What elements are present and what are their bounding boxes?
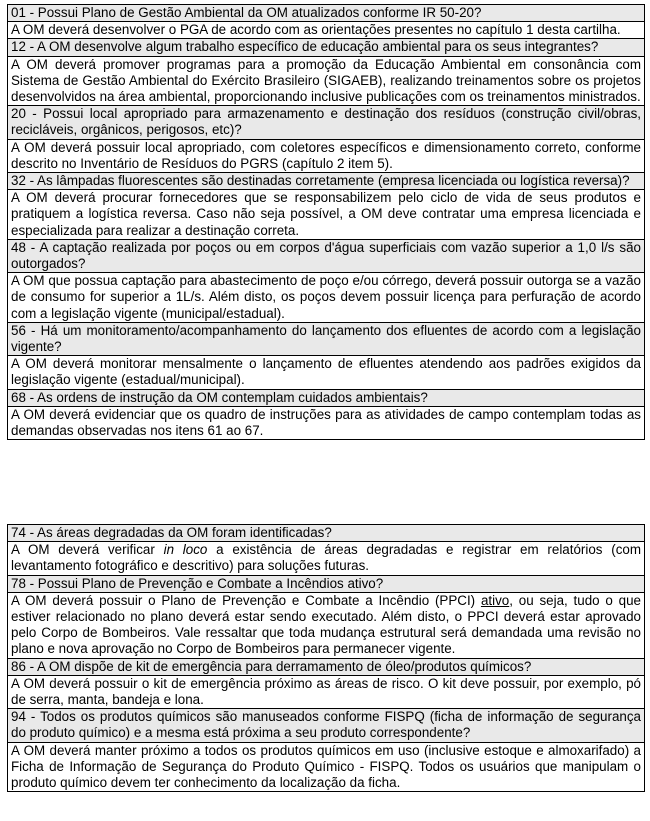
answer-32: A OM deverá procurar fornecedores que se responsabilizem pelo ciclo de vida de seus produtos e pratiquem a logística reversa. Caso não seja possível, a OM deve contratar uma empresa licenciada e especializada para realizar a destinação correta. — [8, 190, 645, 240]
answer-86: A OM deverá possuir o kit de emergência próximo as áreas de risco. O kit deve possuir, por exemplo, pó de serra, manta, bandeja e lona. — [8, 675, 645, 708]
checklist-table-2 — [7, 524, 645, 792]
answer-01: A OM deverá desenvolver o PGA de acordo com as orientações presentes no capítulo 1 desta cartilha. — [8, 22, 645, 39]
answer-74-italic-term: in loco — [163, 542, 208, 558]
question-48: 48 - A captação realizada por poços ou em corpos d'água superficiais com vazão superior a 1,0 l/s são outorgados? — [8, 239, 645, 272]
answer-74-text-start: A OM deverá verificar — [11, 542, 164, 558]
answer-12: A OM deverá promover programas para a promoção da Educação Ambiental em consonância com Sistema de Gestão Ambiental do Exército Brasileiro (SIGAEB), realizando treinamentos sobre os projetos desenvolvidos na área ambiental, proporcionando inclusive publicações com os treinamentos ministrados. — [8, 56, 645, 106]
question-68: 68 - As ordens de instrução da OM contemplam cuidados ambientais? — [8, 389, 645, 406]
answer-74 — [8, 542, 645, 575]
question-20: 20 - Possui local apropriado para armazenamento e destinação dos resíduos (construção civil/obras, recicláveis, orgânicos, perigosos, etc)? — [8, 106, 645, 139]
answer-78-underlined-term: ativo — [480, 592, 510, 608]
answer-78-text-end: , ou seja, tudo o que estiver relacionado no plano deverá estar sendo executado. Além disto, o PPCI deverá estar aprovado pelo Corpo de Bombeiros. Vale ressaltar que toda mudança estrutural será demandada uma revisão no plano e nova aprovação no Corpo de Bombeiros para permanecer vigente. — [11, 592, 641, 657]
checklist-table-1 — [7, 4, 645, 440]
question-12: 12 - A OM desenvolve algum trabalho específico de educação ambiental para os seus integrantes? — [8, 39, 645, 56]
answer-78-text-start: A OM deverá possuir o Plano de Prevenção e Combate a Incêndio (PPCI) — [11, 592, 481, 608]
question-86: 86 - A OM dispõe de kit de emergência para derramamento de óleo/produtos químicos? — [8, 658, 645, 675]
answer-94: A OM deverá manter próximo a todos os produtos químicos em uso (inclusive estoque e almoxarifado) a Ficha de Informação de Segurança do Produto Químico - FISPQ. Todos os usuários que manipulam o produto químico devem ter conhecimento da localização da ficha. — [8, 742, 645, 792]
question-56: 56 - Há um monitoramento/acompanhamento do lançamento dos efluentes de acordo com a legislação vigente? — [8, 322, 645, 355]
answer-74-text-end: a existência de áreas degradadas e registrar em relatórios (com levantamento fotográfico e descritivo) para soluções futuras. — [11, 542, 641, 574]
question-01: 01 - Possui Plano de Gestão Ambiental da OM atualizados conforme IR 50-20? — [8, 5, 645, 22]
answer-78 — [8, 592, 645, 658]
answer-68: A OM deverá evidenciar que os quadro de instruções para as atividades de campo contemplam todas as demandas observadas nos itens 61 ao 67. — [8, 406, 645, 439]
answer-56: A OM deverá monitorar mensalmente o lançamento de efluentes atendendo aos padrões exigidos da legislação vigente (estadual/municipal). — [8, 356, 645, 389]
answer-48: A OM que possua captação para abastecimento de poço e/ou córrego, deverá possuir outorga se a vazão de consumo for superior a 1L/s. Além disto, os poços devem possuir licença para perfuração de acordo com a legislação vigente (municipal/estadual). — [8, 273, 645, 323]
answer-20: A OM deverá possuir local apropriado, com coletores específicos e dimensionamento correto, conforme descrito no Inventário de Resíduos do PGRS (capítulo 2 item 5). — [8, 139, 645, 172]
question-78: 78 - Possui Plano de Prevenção e Combate a Incêndios ativo? — [8, 575, 645, 592]
question-74: 74 - As áreas degradadas da OM foram identificadas? — [8, 525, 645, 542]
question-94: 94 - Todos os produtos químicos são manuseados conforme FISPQ (ficha de informação de segurança do produto químico) e a mesma está próxima a seu produto correspondente? — [8, 709, 645, 742]
question-32: 32 - As lâmpadas fluorescentes são destinadas corretamente (empresa licenciada ou logística reversa)? — [8, 173, 645, 190]
